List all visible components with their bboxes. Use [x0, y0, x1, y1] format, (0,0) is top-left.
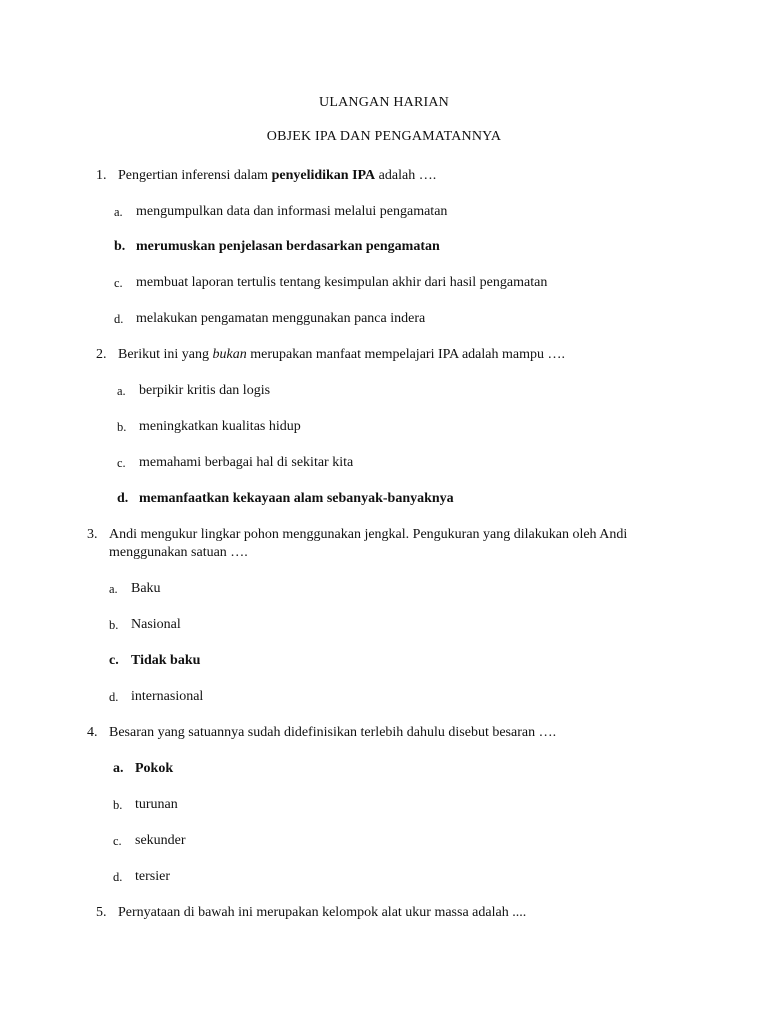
option-letter: d.	[117, 491, 129, 506]
question-text: Pernyataan di bawah ini merupakan kelompok alat ukur massa adalah ....	[118, 905, 527, 920]
option-letter: a.	[114, 205, 123, 219]
option-letter: c.	[117, 456, 126, 470]
question-text-line-2: menggunakan satuan ….	[109, 545, 248, 560]
option-text: Nasional	[131, 617, 181, 632]
document-subtitle: OBJEK IPA DAN PENGAMATANNYA	[266, 129, 502, 144]
option-letter: b.	[109, 618, 119, 632]
option-letter: b.	[117, 420, 127, 434]
option-letter: d.	[113, 870, 123, 884]
question-number: 2.	[96, 347, 107, 362]
question-text-bold: penyelidikan IPA	[271, 168, 376, 183]
option-text: melakukan pengamatan menggunakan panca indera	[136, 311, 426, 326]
option-text: tersier	[135, 869, 170, 884]
option-text: Baku	[131, 581, 161, 596]
question-text: Besaran yang satuannya sudah didefinisikan terlebih dahulu disebut besaran ….	[109, 725, 557, 740]
question-text: Pengertian inferensi dalam penyelidikan IPA adalah ….	[118, 168, 437, 183]
question-text-line-1: Andi mengukur lingkar pohon menggunakan jengkal. Pengukuran yang dilakukan oleh Andi	[109, 527, 628, 542]
option-text: memanfaatkan kekayaan alam sebanyak-banyaknya	[139, 491, 454, 506]
option-text: meningkatkan kualitas hidup	[139, 419, 301, 434]
option-text: Tidak baku	[131, 653, 201, 668]
question-number: 1.	[96, 168, 107, 183]
option-text: mengumpulkan data dan informasi melalui pengamatan	[136, 204, 448, 219]
option-text: sekunder	[135, 833, 186, 848]
option-text: internasional	[131, 689, 204, 704]
option-letter: d.	[114, 312, 124, 326]
option-letter: a.	[109, 582, 118, 596]
option-letter: a.	[117, 384, 126, 398]
question-number: 4.	[87, 725, 98, 740]
question-number: 5.	[96, 905, 107, 920]
option-text: turunan	[135, 797, 178, 812]
question-number: 3.	[87, 527, 98, 542]
option-letter: d.	[109, 690, 119, 704]
option-text: memahami berbagai hal di sekitar kita	[139, 455, 354, 470]
option-letter: b.	[113, 798, 123, 812]
option-text: berpikir kritis dan logis	[139, 383, 271, 398]
option-text: membuat laporan tertulis tentang kesimpulan akhir dari hasil pengamatan	[136, 275, 548, 290]
option-letter: c.	[114, 276, 123, 290]
option-letter: c.	[113, 834, 122, 848]
question-text-italic: bukan	[212, 347, 247, 362]
option-text: merumuskan penjelasan berdasarkan pengamatan	[136, 239, 440, 254]
option-letter: a.	[113, 761, 124, 776]
option-letter: b.	[114, 239, 126, 254]
question-text: Berikut ini yang bukan merupakan manfaat mempelajari IPA adalah mampu ….	[118, 347, 565, 362]
option-letter: c.	[109, 653, 119, 668]
document-title: ULANGAN HARIAN	[319, 95, 449, 110]
option-text: Pokok	[135, 761, 174, 776]
